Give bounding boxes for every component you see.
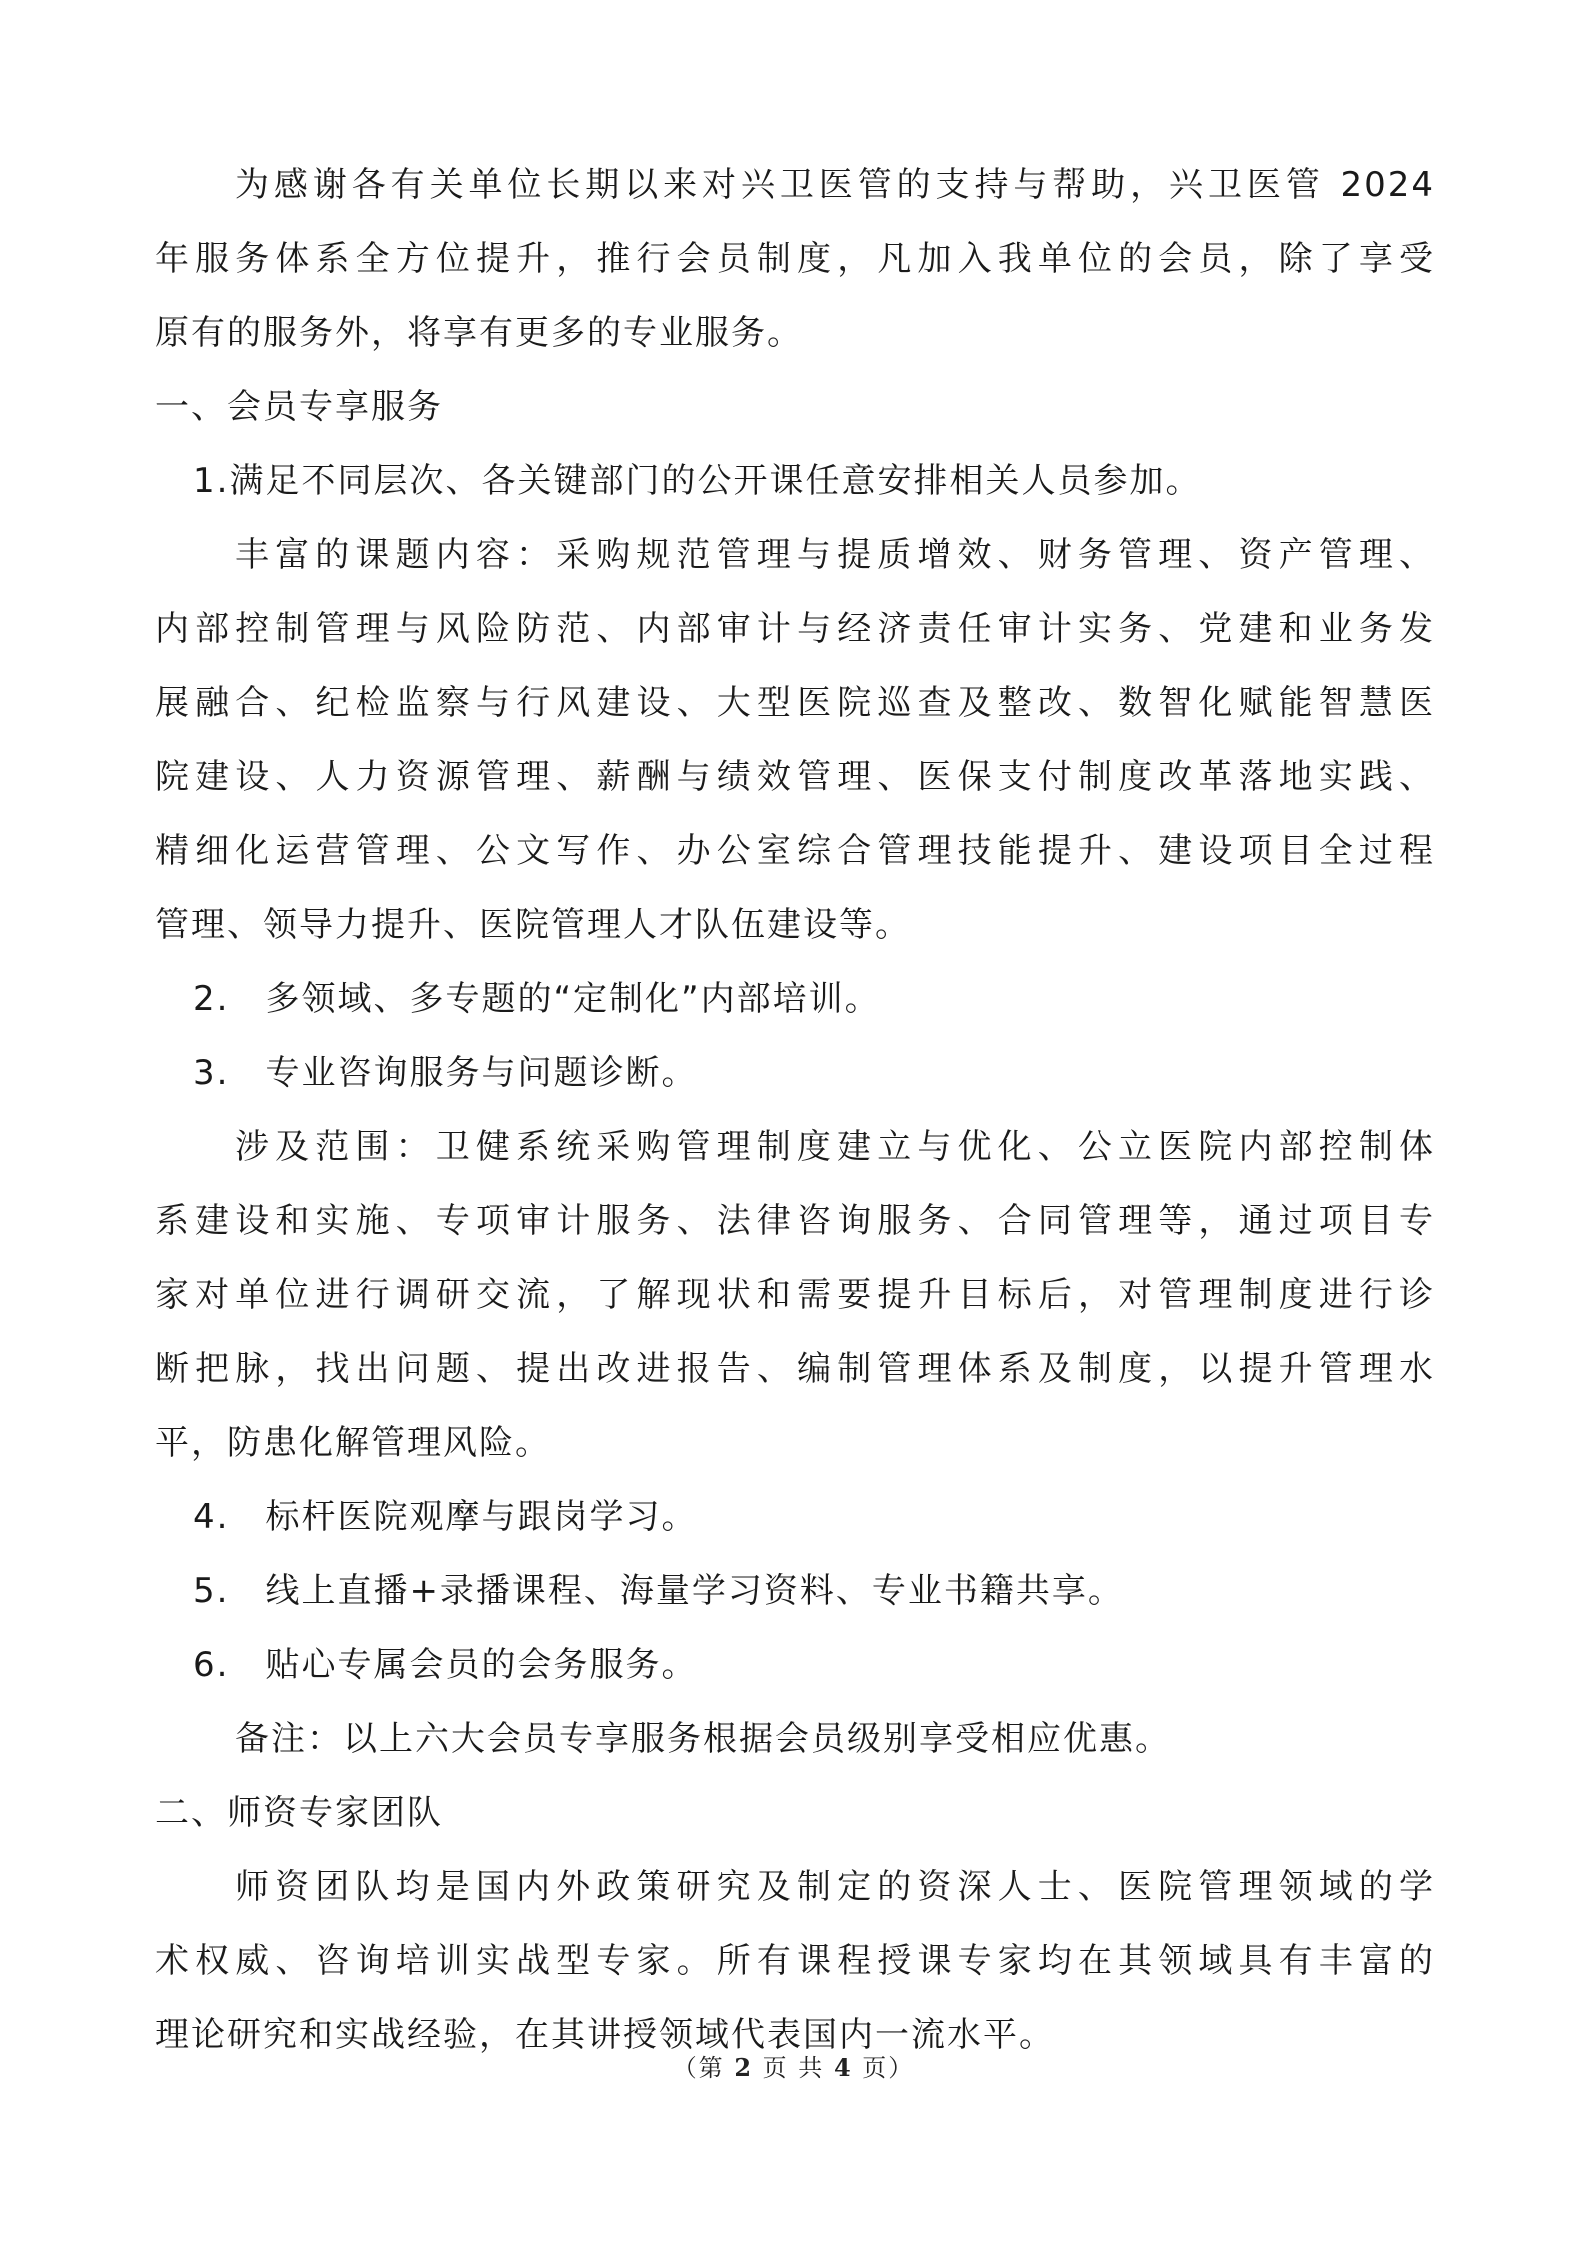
topics-line: 展融合、纪检监察与行风建设、大型医院巡查及整改、数智化赋能智慧医 xyxy=(155,683,1435,723)
section-heading: 二、师资专家团队 xyxy=(155,1793,443,1833)
list-item: 4. 标杆医院观摩与跟岗学习。 xyxy=(193,1497,698,1537)
total-page-number: 4 xyxy=(833,2053,853,2082)
team-line: 师资团队均是国内外政策研究及制定的资深人士、医院管理领域的学 xyxy=(235,1867,1435,1907)
topics-line: 丰富的课题内容：采购规范管理与提质增效、财务管理、资产管理、 xyxy=(235,535,1435,575)
team-line: 术权威、咨询培训实战型专家。所有课程授课专家均在其领域具有丰富的 xyxy=(155,1941,1435,1981)
topics-line: 院建设、人力资源管理、薪酬与绩效管理、医保支付制度改革落地实践、 xyxy=(155,757,1435,797)
section-heading: 一、会员专享服务 xyxy=(155,387,443,427)
list-item: 6. 贴心专属会员的会务服务。 xyxy=(193,1645,698,1685)
topics-line: 精细化运营管理、公文写作、办公室综合管理技能提升、建设项目全过程 xyxy=(155,831,1435,871)
document-body xyxy=(155,148,1435,2072)
footer-prefix: （第 xyxy=(672,2054,725,2082)
note-text: 备注：以上六大会员专享服务根据会员级别享受相应优惠。 xyxy=(235,1719,1171,1759)
list-item: 5. 线上直播+录播课程、海量学习资料、专业书籍共享。 xyxy=(193,1571,1124,1611)
intro-line: 原有的服务外，将享有更多的专业服务。 xyxy=(155,313,803,353)
footer-middle: 页 共 xyxy=(762,2054,825,2082)
scope-line: 断把脉，找出问题、提出改进报告、编制管理体系及制度，以提升管理水 xyxy=(155,1349,1435,1389)
current-page-number: 2 xyxy=(734,2053,754,2082)
team-line: 理论研究和实战经验，在其讲授领域代表国内一流水平。 xyxy=(155,2015,1055,2055)
footer-suffix: 页） xyxy=(862,2054,915,2082)
intro-line: 为感谢各有关单位长期以来对兴卫医管的支持与帮助，兴卫医管 2024 xyxy=(235,165,1435,205)
list-item: 3. 专业咨询服务与问题诊断。 xyxy=(193,1053,698,1093)
topics-line: 内部控制管理与风险防范、内部审计与经济责任审计实务、党建和业务发 xyxy=(155,609,1435,649)
list-item: 1.满足不同层次、各关键部门的公开课任意安排相关人员参加。 xyxy=(193,461,1202,501)
page-number-footer xyxy=(0,2048,1587,2083)
list-item: 2. 多领域、多专题的“定制化”内部培训。 xyxy=(193,979,881,1019)
scope-line: 家对单位进行调研交流，了解现状和需要提升目标后，对管理制度进行诊 xyxy=(155,1275,1435,1315)
topics-line: 管理、领导力提升、医院管理人才队伍建设等。 xyxy=(155,905,911,945)
intro-line: 年服务体系全方位提升，推行会员制度，凡加入我单位的会员，除了享受 xyxy=(155,239,1435,279)
scope-line: 涉及范围：卫健系统采购管理制度建立与优化、公立医院内部控制体 xyxy=(235,1127,1435,1167)
scope-line: 平，防患化解管理风险。 xyxy=(155,1423,551,1463)
scope-line: 系建设和实施、专项审计服务、法律咨询服务、合同管理等，通过项目专 xyxy=(155,1201,1435,1241)
